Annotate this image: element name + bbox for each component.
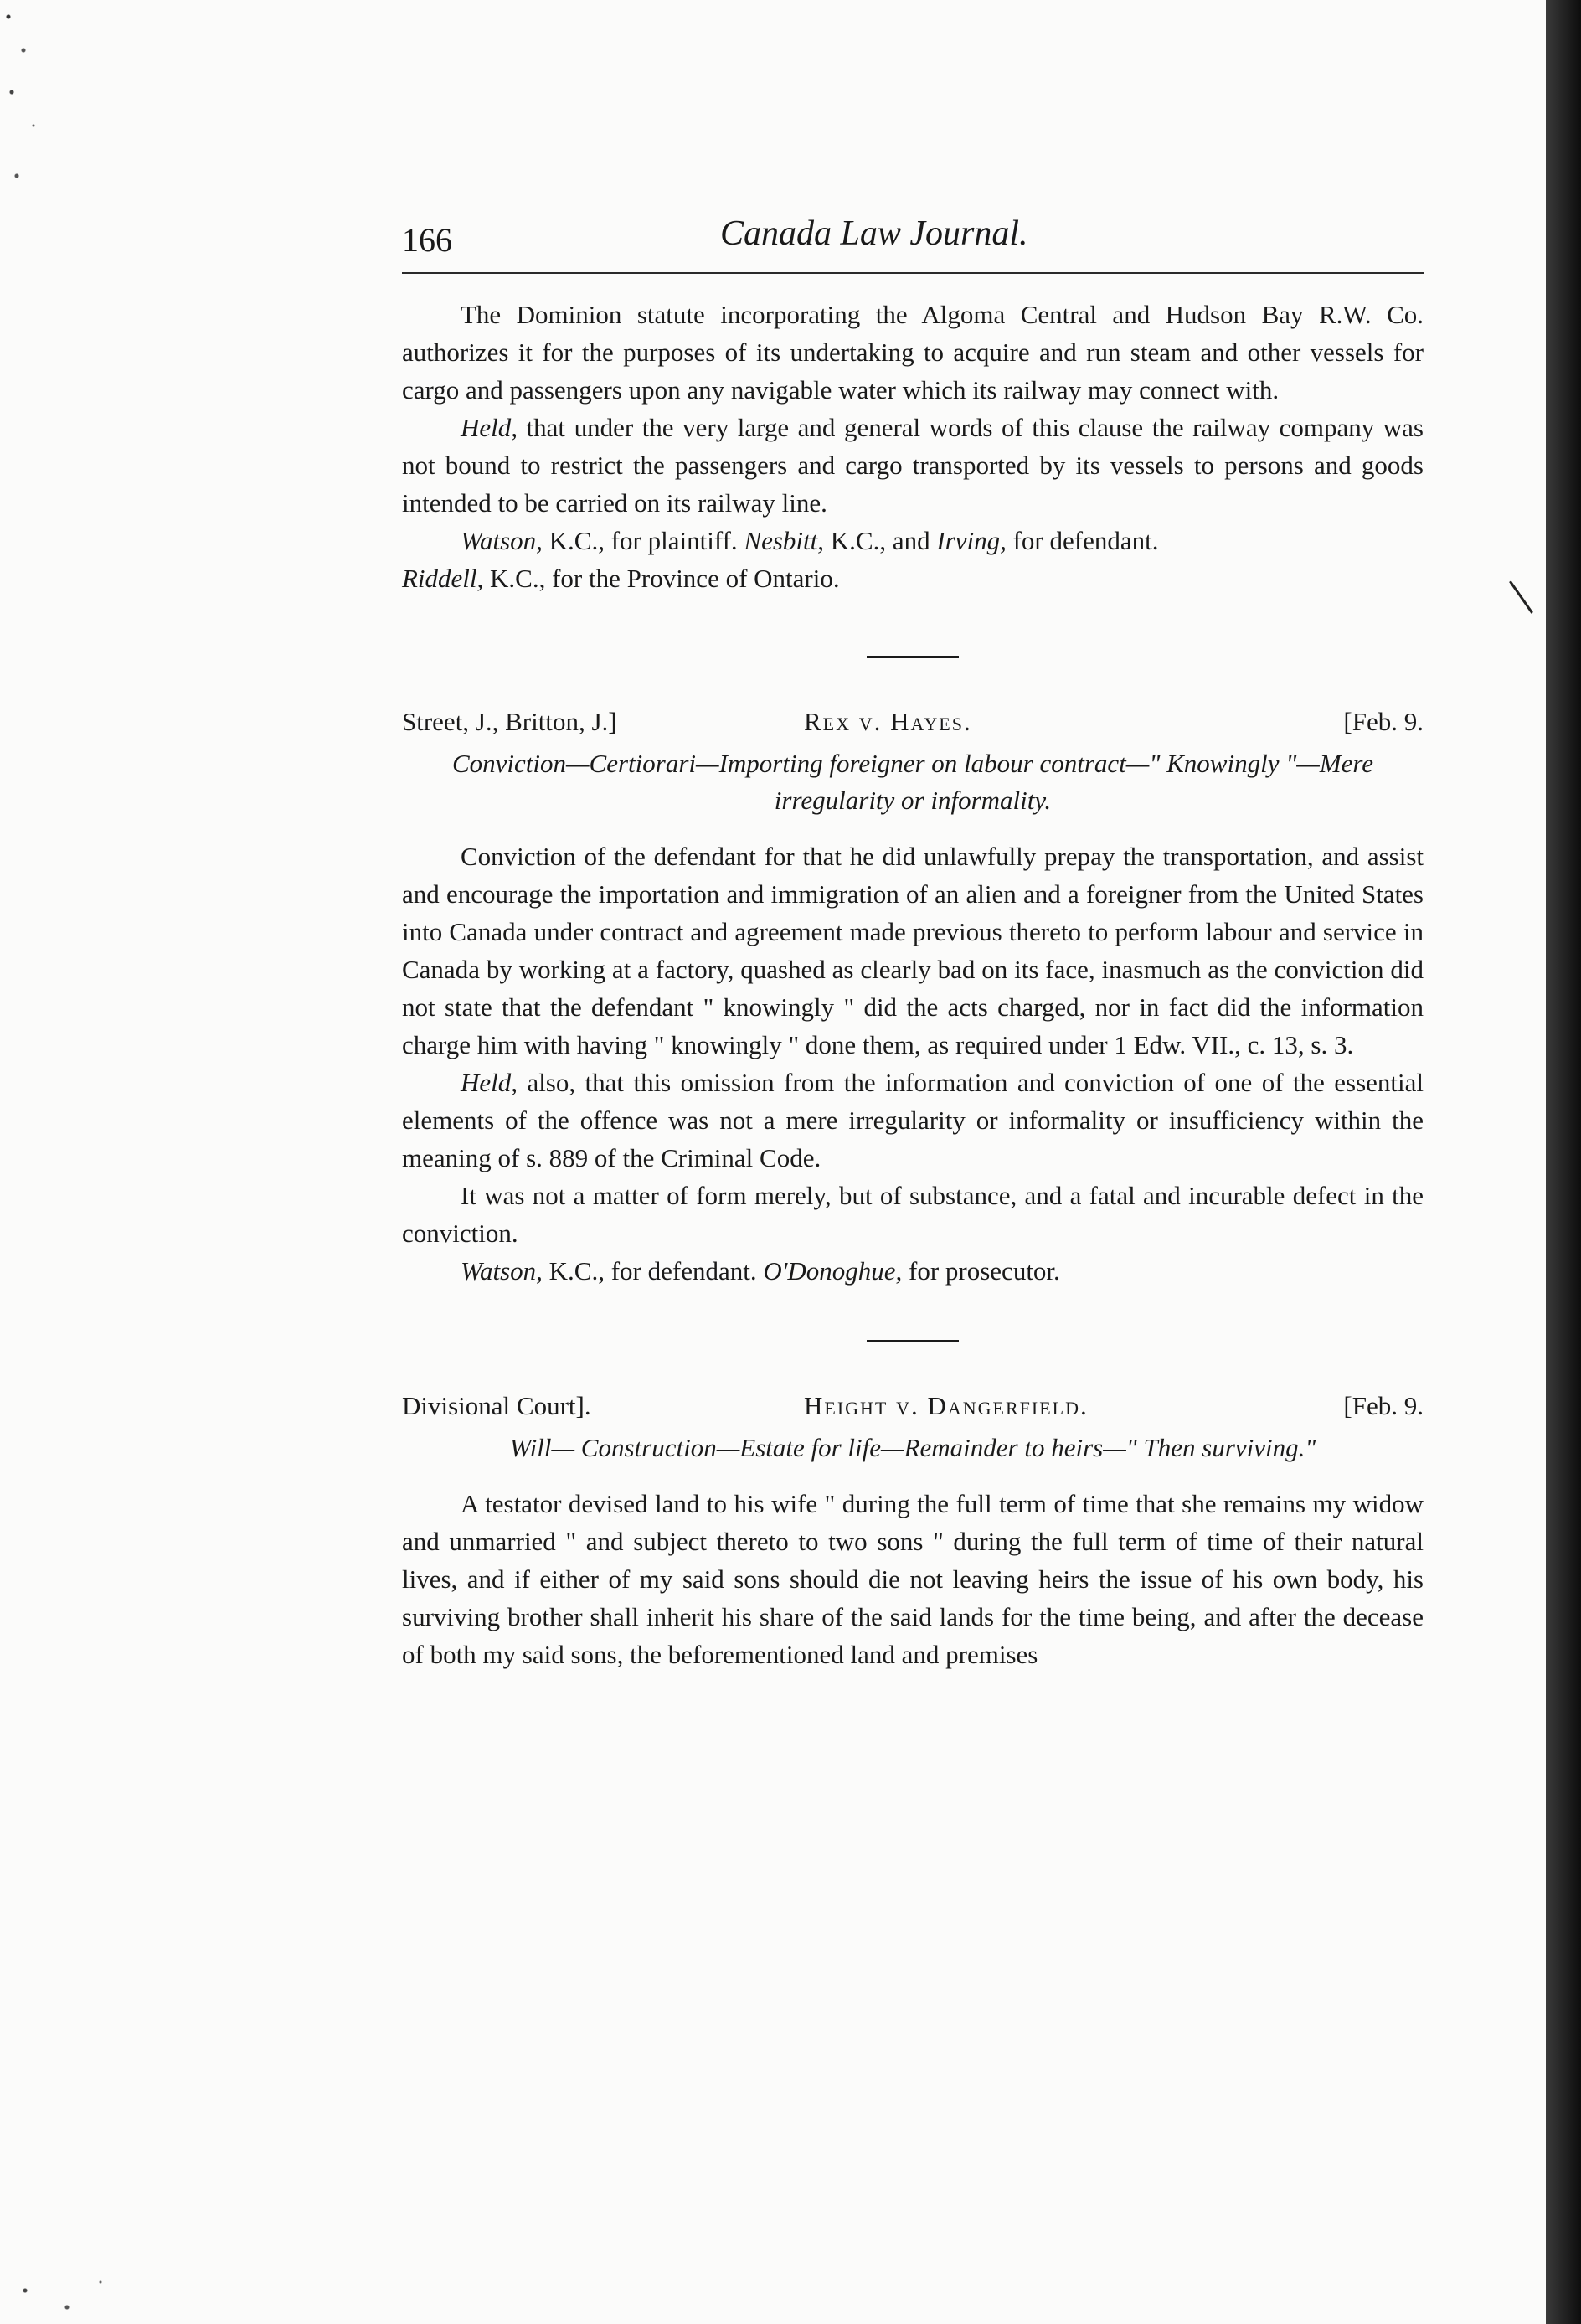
counsel-text: for defendant. <box>1006 526 1159 555</box>
scan-specks-bottom <box>0 2257 167 2324</box>
case2-counsel <box>402 1252 1424 1290</box>
held-text: that under the very large and general words of this clause the railway company was not bound to restrict the passengers and cargo transported by its vessels to persons and goods intended to be carried on its railway line. <box>402 413 1424 518</box>
case-date: [Feb. 9. <box>1343 707 1424 736</box>
page-edge-shadow <box>1546 0 1581 2324</box>
court-name: Divisional Court]. <box>402 1391 591 1420</box>
counsel-text: K.C., for the Province of Ontario. <box>483 564 840 593</box>
case3-paragraph: A testator devised land to his wife " during the full term of time that she remains my widow and unmarried " and subject thereto to two sons " during the full term of time of their natural lives, and if either of my said sons should die not leaving heirs the issue of his own body, his surviving brother shall inherit his share of the said lands for the time being, and after the decease of both my said sons, the beforementioned land and premises <box>402 1489 1424 1669</box>
scan-specks-top <box>0 0 100 218</box>
edge-mark <box>1509 580 1533 613</box>
case-title: Height v. Dangerfield. <box>804 1391 1089 1420</box>
counsel-name: Riddell, <box>402 564 484 593</box>
counsel-name: Watson, <box>461 1256 543 1286</box>
headnote: Conviction—Certiorari—Importing foreigner on labour contract—" Knowingly "—Mere irregularity or informality. <box>451 749 1374 815</box>
counsel-name: Nesbitt, <box>744 526 825 555</box>
case2-paragraph: Conviction of the defendant for that he did unlawfully prepay the transportation, and assist and encourage the importation and immigration of an alien and a foreigner from the United States into Canada under contract and agreement made previous thereto to perform labour and service in Canada by working at a factory, quashed as clearly bad on its face, inasmuch as the conviction did not state that the defendant " knowingly " did the acts charged, nor in fact did the information charge him with having " knowingly " done them, as required under 1 Edw. VII., c. 13, s. 3. <box>402 842 1424 1059</box>
page-number: 166 <box>402 221 452 259</box>
counsel-text: K.C., for defendant. <box>542 1256 764 1286</box>
counsel-name: Irving, <box>936 526 1007 555</box>
case1-paragraph: The Dominion statute incorporating the Algoma Central and Hudson Bay R.W. Co. authorizes it for the purposes of its undertaking to acquire and run steam and other vessels for cargo and passengers upon any navigable water which its railway may connect with. <box>402 300 1424 405</box>
running-head <box>402 214 1424 274</box>
held-label: Held, <box>461 413 518 442</box>
text-column <box>402 214 1424 1673</box>
case1-counsel <box>402 522 1424 559</box>
case-date: [Feb. 9. <box>1343 1391 1424 1420</box>
counsel-name: Watson, <box>461 526 543 555</box>
case1-counsel-province <box>402 559 1424 597</box>
journal-title: Canada Law Journal. <box>720 214 1028 253</box>
case-header <box>402 707 1424 745</box>
case-title: Rex v. Hayes. <box>804 707 972 736</box>
held-label: Held, <box>461 1068 518 1097</box>
held-text: also, that this omission from the information and conviction of one of the essential elements of the offence was not a mere irregularity or informality or insufficiency within the meaning of s. 889 of the Criminal Code. <box>402 1068 1424 1172</box>
court-name: Street, J., Britton, J.] <box>402 707 617 736</box>
headnote: Will— Construction—Estate for life—Remainder to heirs—" Then surviving." <box>509 1433 1316 1462</box>
counsel-text: K.C., and <box>824 526 937 555</box>
counsel-text: K.C., for plaintiff. <box>542 526 744 555</box>
case2-paragraph-3: It was not a matter of form merely, but of substance, and a fatal and incurable defect in the conviction. <box>402 1181 1424 1248</box>
case1-held <box>402 409 1424 522</box>
counsel-text: for prosecutor. <box>902 1256 1060 1286</box>
counsel-name: O'Donoghue, <box>763 1256 903 1286</box>
case-header <box>402 1391 1424 1430</box>
case2-held <box>402 1064 1424 1177</box>
